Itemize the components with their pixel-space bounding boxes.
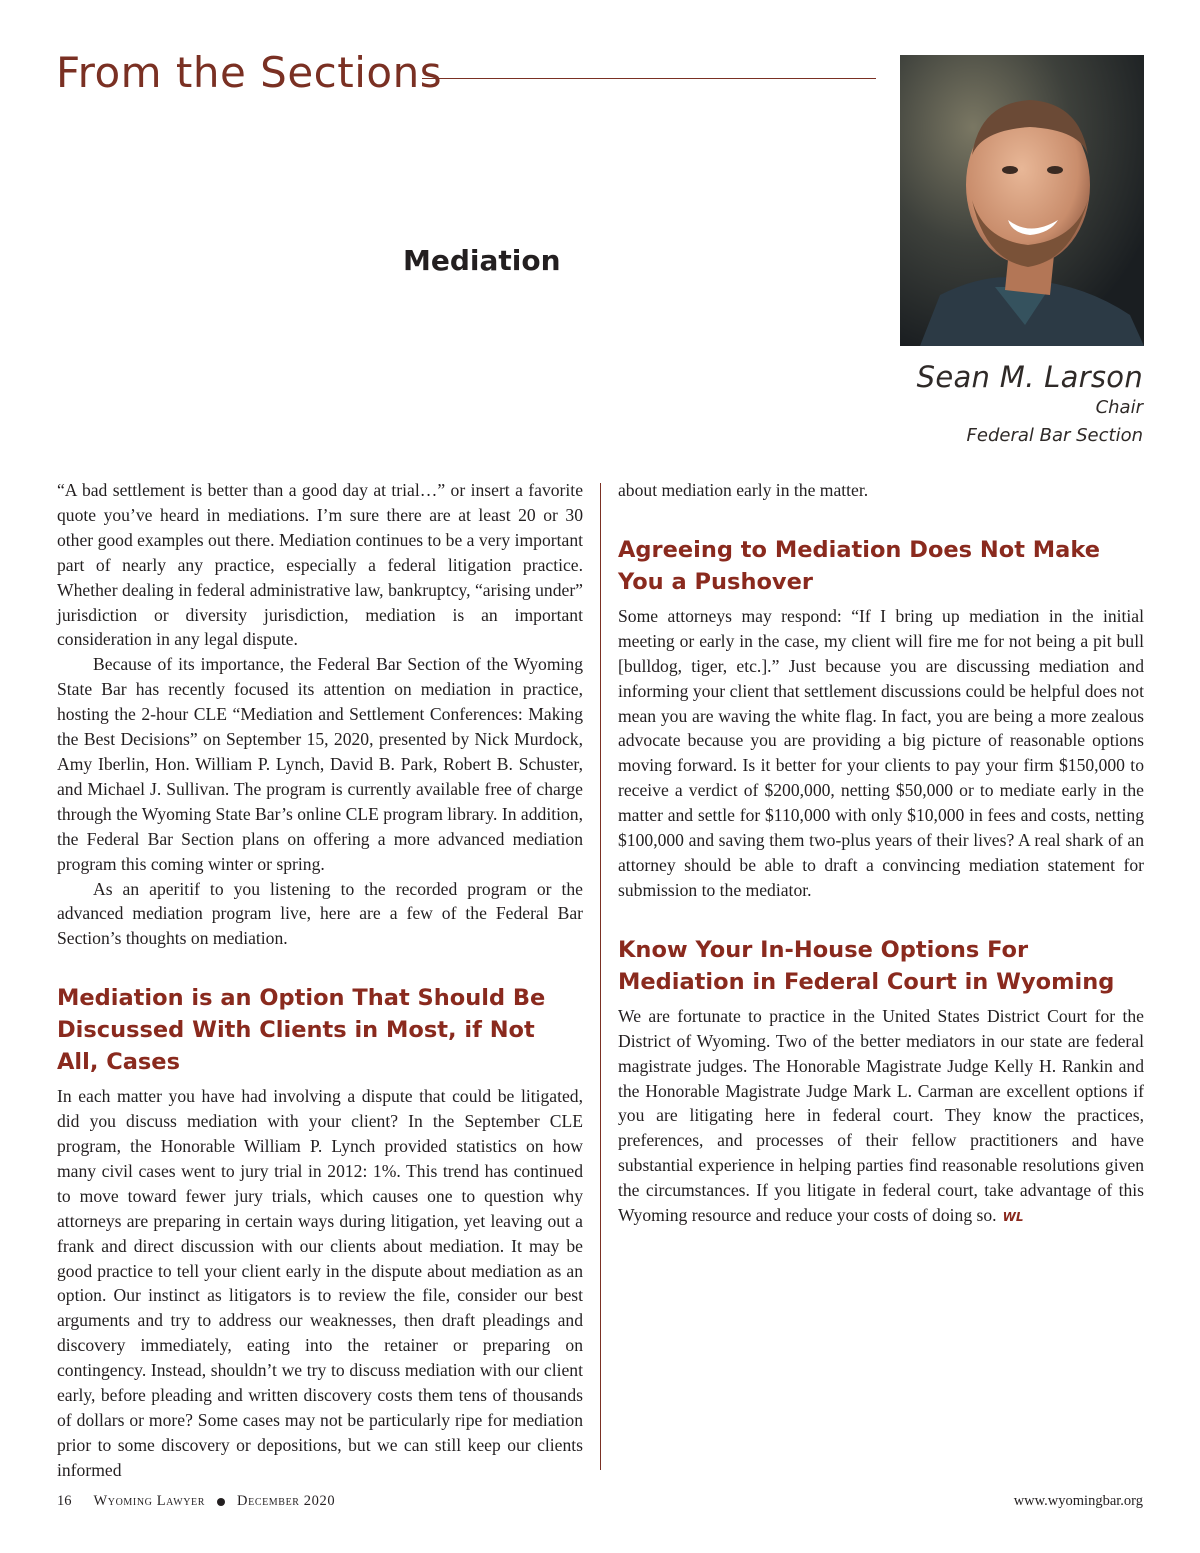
- section-header: From the Sections: [56, 48, 443, 97]
- header-rule: [422, 78, 876, 79]
- issue-date: December 2020: [237, 1493, 336, 1509]
- end-mark: WL: [1002, 1210, 1024, 1225]
- article-title: Mediation: [403, 244, 561, 277]
- author-photo: [900, 55, 1144, 346]
- subheading: Mediation is an Option That Should Be Discussed With Clients in Most, if Not All, Cases: [57, 985, 546, 1076]
- subheading: Agreeing to Mediation Does Not Make You a Pushover: [618, 536, 1100, 595]
- body-paragraph: [618, 1004, 1144, 1230]
- body-paragraph: As an aperitif to you listening to the recorded program or the advanced mediation program live, here are a few of the Federal Bar Section’s thoughts on mediation.: [57, 878, 583, 949]
- author-name: Sean M. Larson: [916, 360, 1143, 394]
- bullet-separator: [217, 1498, 225, 1506]
- left-column: [57, 478, 583, 1483]
- right-column: [618, 478, 1144, 1230]
- publication-name: Wyoming Lawyer: [93, 1493, 206, 1509]
- website-link[interactable]: www.wyomingbar.org: [1013, 1493, 1143, 1509]
- subheading: Know Your In-House Options For Mediation in Federal Court in Wyoming: [618, 936, 1115, 995]
- author-byline: [917, 360, 1143, 450]
- column-divider: [600, 483, 601, 1470]
- body-paragraph: Because of its importance, the Federal Bar Section of the Wyoming State Bar has recently focused its attention on mediation in practice, hosting the 2-hour CLE “Mediation and Settlement Conferences: Making the Best Decisions” on September 15, 2020, presented by Nick Murdock, Amy Iberlin, Hon. William P. Lynch, David B. Park, Robert B. Schuster, and Michael J. Sullivan. The program is currently available free of charge through the Wyoming State Bar’s online CLE program library. In addition, the Federal Bar Section plans on offering a more advanced mediation program this coming winter or spring.: [57, 654, 583, 874]
- body-paragraph: “A bad settlement is better than a good day at trial…” or insert a favorite quote you’ve heard in mediations. I’m sure there are at least 20 or 30 other good examples out there. Mediation continues to be a very important part of nearly any practice, especially a federal litigation practice. Whether dealing in federal administrative law, bankruptcy, “arising under” jurisdiction or diversity jurisdiction, mediation is an important consideration in any legal dispute.: [57, 480, 583, 650]
- paragraph-text: We are fortunate to practice in the United States District Court for the District of Wyoming. Two of the better mediators in our state are federal magistrate judges. The Honorable Magistrate Judge Kelly H. Rankin and the Honorable Magistrate Judge Mark L. Carman are excellent options if you are litigating here in federal court. They know the practices, preferences, and processes of their fellow practitioners and have substantial experience in helping parties find reasonable resolutions given the circumstances. If you litigate in federal court, take advantage of this Wyoming resource and reduce your costs of doing so.: [618, 1005, 1144, 1226]
- page-footer: [57, 1493, 1143, 1510]
- author-title: Chair: [1095, 397, 1143, 418]
- author-portrait-illustration: [900, 55, 1144, 346]
- author-organization: Federal Bar Section: [966, 425, 1143, 446]
- page-number: 16: [57, 1493, 72, 1509]
- body-paragraph: about mediation early in the matter.: [618, 480, 869, 500]
- body-paragraph: In each matter you have had involving a dispute that could be litigated, did you discuss mediation with your client? In the September CLE program, the Honorable William P. Lynch provided statistics on how many civil cases went to jury trial in 2012: 1%. This trend has continued to move toward fewer jury trials, which causes one to question why attorneys are preparing in certain ways during litigation, yet leaving out a frank and direct discussion with our clients about mediation. It may be good practice to tell your client early in the dispute about mediation as an option. Our instinct as litigators is to review the file, consider our best arguments and try to address our weaknesses, then draft pleadings and discovery immediately, eating into the retainer or preparing on contingency. Instead, shouldn’t we try to discuss mediation with our client early, before pleading and written discovery costs them tens of thousands of dollars or more? Some cases may not be particularly ripe for mediation prior to some discovery or depositions, but we can still keep our clients informed: [57, 1086, 583, 1480]
- body-paragraph: Some attorneys may respond: “If I bring up mediation in the initial meeting or early in the case, my client will fire me for not being a pit bull [bulldog, tiger, etc.].” Just because you are discussing mediation and informing your client that settlement discussions could be helpful does not mean you are waving the white flag. In fact, you are being a more zealous advocate because you are providing a big picture of reasonable options moving forward. Is it better for your clients to pay your firm $150,000 to receive a verdict of $200,000, netting $50,000 or to mediate early in the matter and settle for $110,000 with only $10,000 in fees and costs, netting $100,000 and saving them two-plus years of their lives? A real shark of an attorney should be able to draft a convincing mediation statement for submission to the mediator.: [618, 605, 1144, 900]
